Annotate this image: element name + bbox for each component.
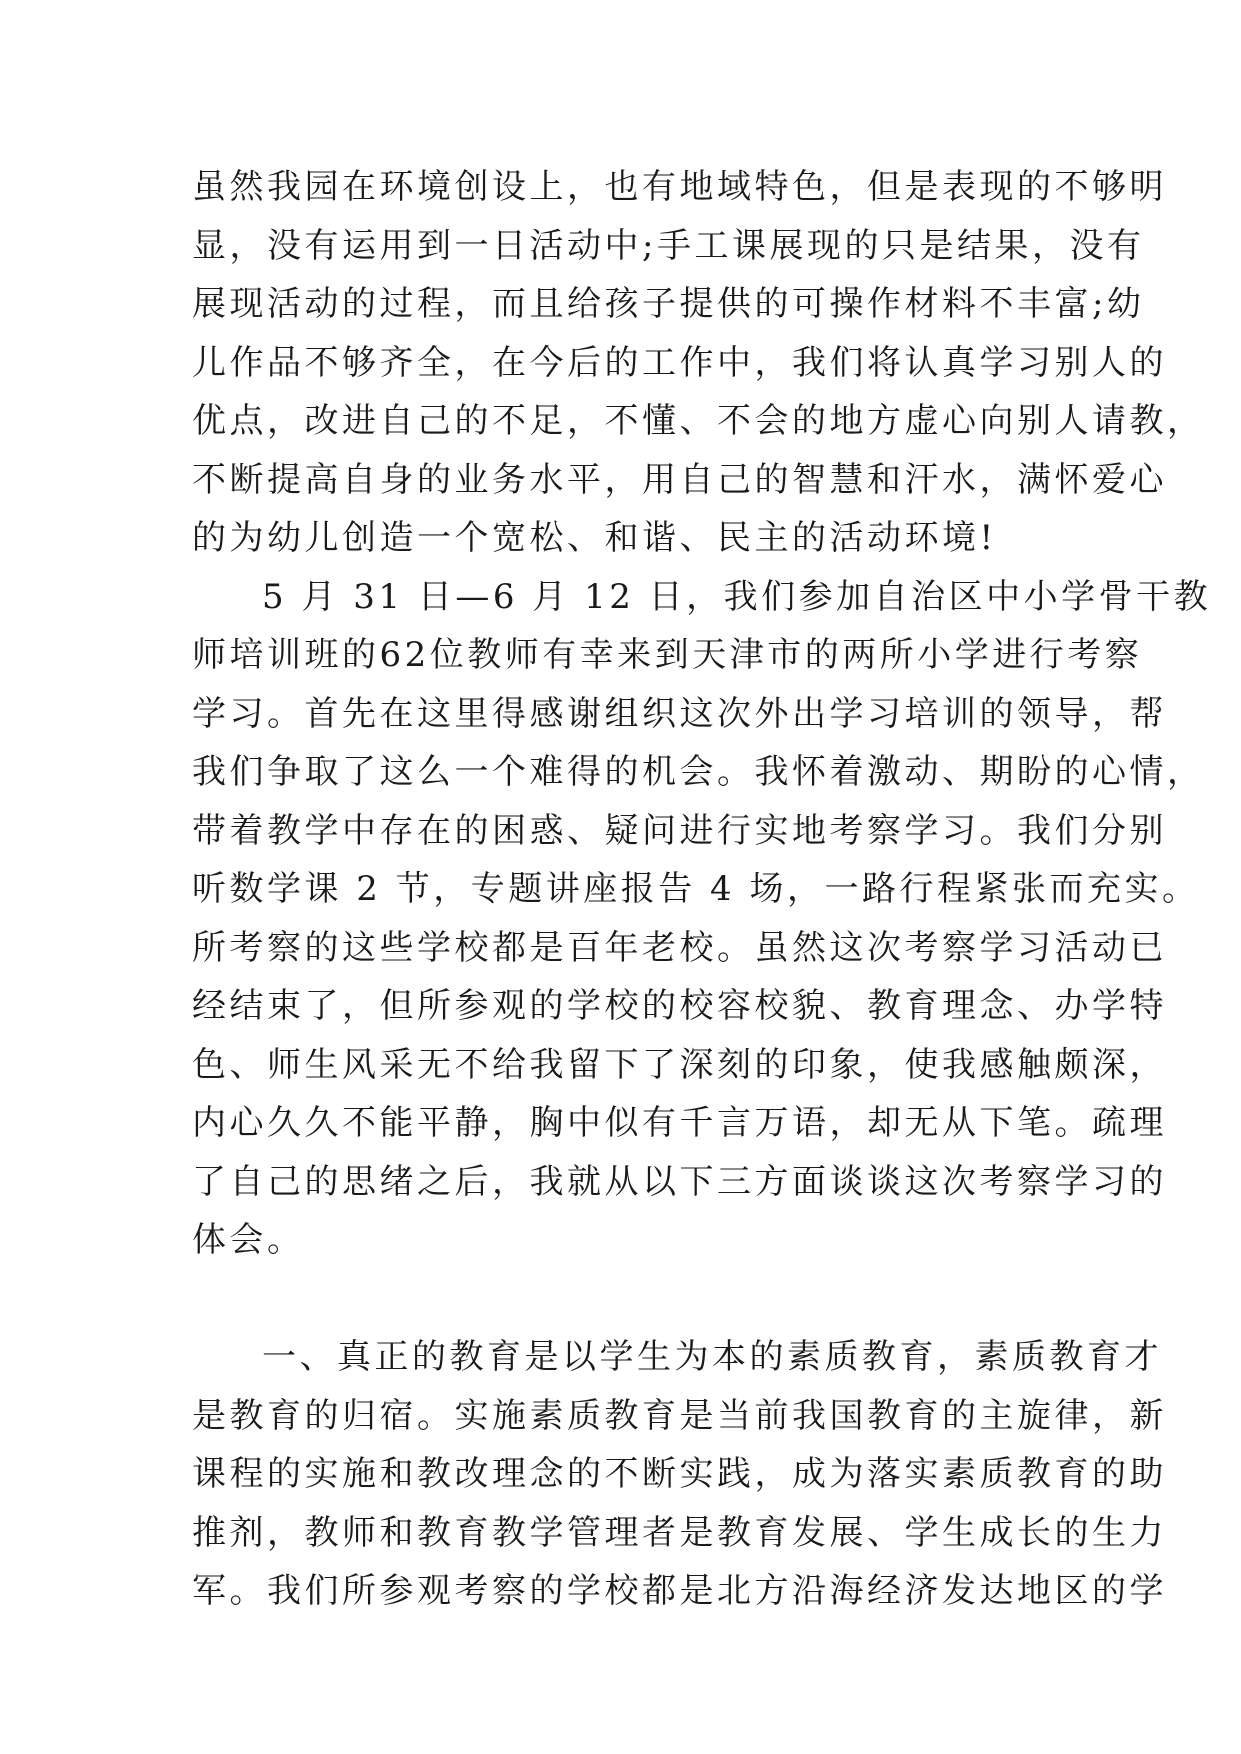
text-line: 一、真正的教育是以学生为本的素质教育，素质教育才	[262, 1337, 1162, 1377]
text-line: 经结束了，但所参观的学校的校容校貌、教育理念、办学特	[192, 986, 1167, 1026]
text-line: 带着教学中存在的困惑、疑问进行实地考察学习。我们分别	[192, 810, 1167, 851]
text-line: 虽然我园在环境创设上，也有地域特色，但是表现的不够明	[192, 167, 1167, 207]
text-line: 课程的实施和教改理念的不断实践，成为落实素质教育的助	[192, 1454, 1167, 1494]
text-line: 师培训班的62位教师有幸来到天津市的两所小学进行考察	[192, 635, 1143, 675]
text-line: 5 月 31 日—6 月 12 日，我们参加自治区中小学骨干教	[262, 576, 1212, 617]
text-line: 学习。首先在这里得感谢组织这次外出学习培训的领导，帮	[192, 693, 1167, 734]
text-line: 了自己的思绪之后，我就从以下三方面谈谈这次考察学习的	[192, 1161, 1167, 1202]
text-line: 内心久久不能平静，胸中似有千言万语，却无从下笔。疏理	[192, 1103, 1167, 1143]
text-line: 的为幼儿创造一个宽松、和谐、民主的活动环境!	[192, 518, 997, 558]
text-line	[192, 1270, 1072, 1329]
text-line: 是教育的归宿。实施素质教育是当前我国教育的主旋律，新	[192, 1395, 1167, 1436]
body-text	[192, 158, 1212, 1621]
text-line: 色、师生风采无不给我留下了深刻的印象，使我感触颇深，	[192, 1044, 1167, 1085]
text-line: 听数学课 2 节，专题讲座报告 4 场，一路行程紧张而充实。	[192, 869, 1200, 909]
text-line: 儿作品不够齐全，在今后的工作中，我们将认真学习别人的	[192, 342, 1167, 383]
text-line: 优点，改进自己的不足，不懂、不会的地方虚心向别人请教，	[192, 401, 1205, 441]
text-line: 推剂，教师和教育教学管理者是教育发展、学生成长的生力	[192, 1512, 1167, 1553]
text-line: 展现活动的过程，而且给孩子提供的可操作材料不丰富;幼	[192, 284, 1145, 324]
text-line: 显，没有运用到一日活动中;手工课展现的只是结果，没有	[192, 225, 1145, 266]
text-line: 军。我们所参观考察的学校都是北方沿海经济发达地区的学	[192, 1571, 1167, 1611]
text-line: 我们争取了这么一个难得的机会。我怀着激动、期盼的心情，	[192, 752, 1205, 792]
text-line: 体会。	[192, 1220, 305, 1260]
text-line: 不断提高自身的业务水平，用自己的智慧和汗水，满怀爱心	[192, 459, 1167, 500]
text-line: 所考察的这些学校都是百年老校。虽然这次考察学习活动已	[192, 927, 1167, 968]
